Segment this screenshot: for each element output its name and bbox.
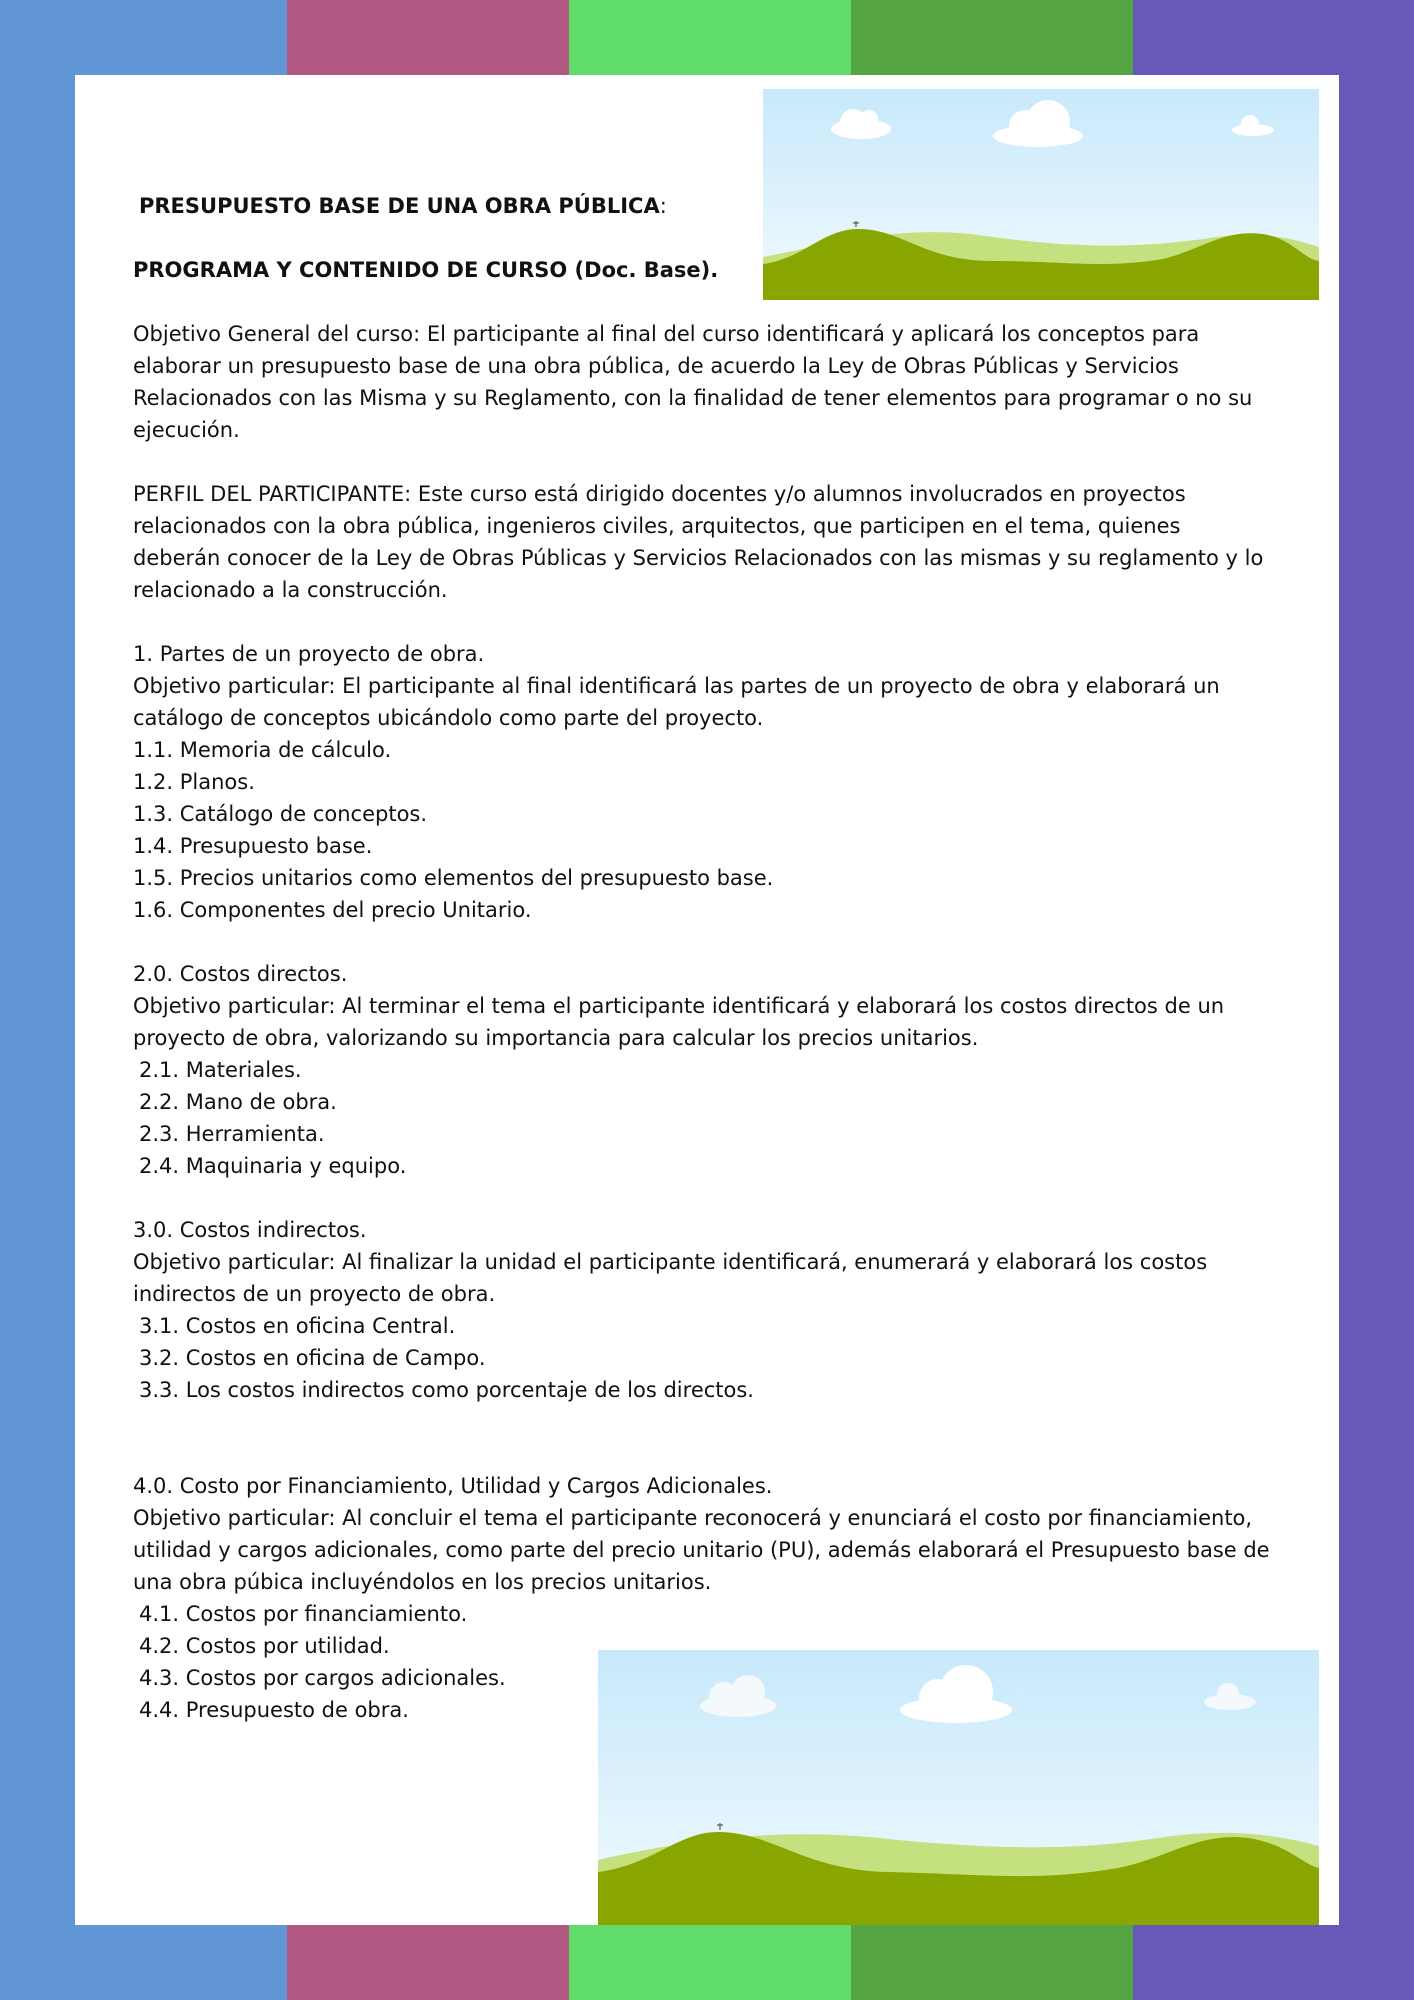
- section-objective: Objetivo particular: Al terminar el tema el participante identificará y elaborará los costos directos de un proyecto de obra, valorizando su importancia para calcular los precios unitarios.: [133, 994, 1225, 1050]
- section-objective: Objetivo particular: Al finalizar la unidad el participante identificará, enumerará y elaborará los costos indirectos de un proyecto de obra.: [133, 1250, 1208, 1306]
- document-page: [75, 75, 1339, 1925]
- list-item: 2.4. Maquinaria y equipo.: [139, 1154, 407, 1178]
- section-objective: Objetivo particular: El participante al final identificará las partes de un proyecto de obra y elaborará un catálogo de conceptos ubicándolo como parte del proyecto.: [133, 674, 1220, 730]
- list-item: 3.2. Costos en oficina de Campo.: [139, 1346, 486, 1370]
- objetivo-general: Objetivo General del curso: El participante al final del curso identificará y aplicará los conceptos para elaborar un presupuesto base de una obra pública, de acuerdo la Ley de Obras Públicas y Servicios Relacionados con las Misma y su Reglamento, con la finalidad de tener elementos para programar o no su ejecución.: [133, 322, 1253, 442]
- list-item: 3.1. Costos en oficina Central.: [139, 1314, 456, 1338]
- list-item: 2.1. Materiales.: [139, 1058, 302, 1082]
- list-item: 2.2. Mano de obra.: [139, 1090, 337, 1114]
- title-colon: :: [659, 194, 667, 218]
- list-item: 3.3. Los costos indirectos como porcentaje de los directos.: [139, 1378, 754, 1402]
- list-item: 4.2. Costos por utilidad.: [139, 1634, 390, 1658]
- document-subtitle: PROGRAMA Y CONTENIDO DE CURSO (Doc. Base).: [133, 258, 719, 282]
- section-heading: 3.0. Costos indirectos.: [133, 1218, 367, 1242]
- section-objective: Objetivo particular: Al concluir el tema el participante reconocerá y enunciará el costo por financiamiento, utilidad y cargos adicionales, como parte del precio unitario (PU), además elaborará el Presupuesto base de una obra púbica incluyéndolos en los precios unitarios.: [133, 1506, 1270, 1594]
- document-body: [133, 190, 1338, 1726]
- title-text: PRESUPUESTO BASE DE UNA OBRA PÚBLICA: [139, 194, 660, 218]
- document-title: [133, 190, 1338, 222]
- list-item: 1.1. Memoria de cálculo.: [133, 738, 392, 762]
- list-item: 1.5. Precios unitarios como elementos del presupuesto base.: [133, 866, 774, 890]
- list-item: 1.3. Catálogo de conceptos.: [133, 802, 428, 826]
- list-item: 4.4. Presupuesto de obra.: [139, 1698, 409, 1722]
- list-item: 4.1. Costos por financiamiento.: [139, 1602, 468, 1626]
- section-heading: 1. Partes de un proyecto de obra.: [133, 642, 485, 666]
- list-item: 2.3. Herramienta.: [139, 1122, 325, 1146]
- list-item: 1.6. Componentes del precio Unitario.: [133, 898, 532, 922]
- section-heading: 4.0. Costo por Financiamiento, Utilidad y Cargos Adicionales.: [133, 1474, 773, 1498]
- list-item: 1.4. Presupuesto base.: [133, 834, 373, 858]
- section-heading: 2.0. Costos directos.: [133, 962, 348, 986]
- perfil-participante: PERFIL DEL PARTICIPANTE: Este curso está dirigido docentes y/o alumnos involucrados en proyectos relacionados con la obra pública, ingenieros civiles, arquitectos, que participen en el tema, quienes deberán conocer de la Ley de Obras Públicas y Servicios Relacionados con las mismas y su reglamento y lo relacionado a la construcción.: [133, 482, 1264, 602]
- list-item: 4.3. Costos por cargos adicionales.: [139, 1666, 506, 1690]
- list-item: 1.2. Planos.: [133, 770, 255, 794]
